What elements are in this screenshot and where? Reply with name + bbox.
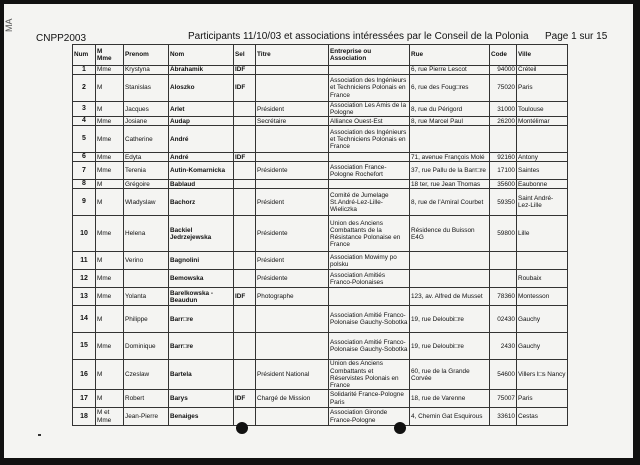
cell-nom: Bemowska: [169, 270, 234, 288]
cell-prenom: Wladyslaw: [124, 189, 169, 216]
cell-num: 5: [73, 126, 96, 153]
cell-titre: [256, 408, 329, 426]
cell-nom: Bartela: [169, 360, 234, 390]
cell-civ: M: [96, 306, 124, 333]
cell-prenom: Yolanta: [124, 288, 169, 306]
cell-rue: 6, rue des Foug□res: [410, 75, 490, 102]
cell-prenom: Verino: [124, 252, 169, 270]
cell-civ: Mme: [96, 117, 124, 126]
cell-num: 4: [73, 117, 96, 126]
cell-ville: Villers l□s Nancy: [517, 360, 568, 390]
cell-civ: Mme: [96, 126, 124, 153]
cell-sel: [234, 252, 256, 270]
cell-assoc: Association France-Pologne Rochefort: [329, 162, 410, 180]
cell-prenom: Philippe: [124, 306, 169, 333]
cell-civ: Mme: [96, 66, 124, 75]
cell-ville: Toulouse: [517, 102, 568, 117]
cell-titre: Secrétaire: [256, 117, 329, 126]
document-id: CNPP2003: [36, 33, 87, 44]
cell-rue: 8, rue du Périgord: [410, 102, 490, 117]
cell-ville: Gauchy: [517, 306, 568, 333]
cell-civ: M: [96, 189, 124, 216]
cell-rue: 18 ter, rue Jean Thomas: [410, 180, 490, 189]
cell-titre: [256, 153, 329, 162]
cell-titre: Présidente: [256, 162, 329, 180]
cell-prenom: [124, 270, 169, 288]
cell-assoc: Comité de Jumelage St.André-Lez-Lille-Wieliczka: [329, 189, 410, 216]
cell-civ: M et Mme: [96, 408, 124, 426]
cell-prenom: Czeslaw: [124, 360, 169, 390]
column-header: M Mme: [96, 45, 124, 66]
page-title: Participants 11/10/03 et associations intéressées par le Conseil de la Polonia: [188, 31, 529, 42]
cell-num: 12: [73, 270, 96, 288]
table-row: [73, 153, 568, 162]
cell-rue: 8, rue Marcel Paul: [410, 117, 490, 126]
cell-code: 31000: [490, 102, 517, 117]
table-row: [73, 390, 568, 408]
cell-nom: Barr□re: [169, 306, 234, 333]
cell-ville: Gauchy: [517, 333, 568, 360]
cell-titre: Président: [256, 102, 329, 117]
cell-nom: Audap: [169, 117, 234, 126]
cell-titre: Président: [256, 252, 329, 270]
cell-rue: Résidence du Buisson E4G: [410, 216, 490, 252]
cell-prenom: Catherine: [124, 126, 169, 153]
cell-code: 92160: [490, 153, 517, 162]
cell-assoc: Association Amitié Franco-Polonaise Gauchy-Sobotka: [329, 306, 410, 333]
table-row: [73, 126, 568, 153]
cell-ville: Saintes: [517, 162, 568, 180]
cell-ville: Cestas: [517, 408, 568, 426]
cell-code: 78360: [490, 288, 517, 306]
cell-nom: Barys: [169, 390, 234, 408]
cell-civ: M: [96, 360, 124, 390]
cell-prenom: Jean-Pierre: [124, 408, 169, 426]
cell-code: 2430: [490, 333, 517, 360]
cell-prenom: Josiane: [124, 117, 169, 126]
column-header: Prenom: [124, 45, 169, 66]
cell-rue: [410, 270, 490, 288]
cell-nom: Bagnolini: [169, 252, 234, 270]
cell-assoc: Association Mowimy po polsku: [329, 252, 410, 270]
table-row: [73, 117, 568, 126]
column-header: Code: [490, 45, 517, 66]
scan-speck: [38, 434, 41, 436]
cell-rue: 60, rue de la Grande Corvée: [410, 360, 490, 390]
cell-assoc: Solidarité France-Pologne Paris: [329, 390, 410, 408]
cell-sel: [234, 360, 256, 390]
cell-ville: Paris: [517, 75, 568, 102]
table-row: [73, 102, 568, 117]
cell-code: 17100: [490, 162, 517, 180]
cell-num: 14: [73, 306, 96, 333]
cell-num: 3: [73, 102, 96, 117]
cell-num: 15: [73, 333, 96, 360]
cell-sel: [234, 126, 256, 153]
cell-num: 6: [73, 153, 96, 162]
cell-num: 16: [73, 360, 96, 390]
cell-titre: Président: [256, 189, 329, 216]
table-row: [73, 75, 568, 102]
cell-nom: Arlet: [169, 102, 234, 117]
cell-nom: Bachorz: [169, 189, 234, 216]
cell-code: 59800: [490, 216, 517, 252]
cell-titre: [256, 75, 329, 102]
cell-sel: [234, 333, 256, 360]
cell-num: 1: [73, 66, 96, 75]
cell-code: [490, 270, 517, 288]
table-row: [73, 288, 568, 306]
cell-num: 17: [73, 390, 96, 408]
cell-rue: 8, rue de l'Amiral Courbet: [410, 189, 490, 216]
table-row: [73, 189, 568, 216]
cell-ville: Roubaix: [517, 270, 568, 288]
cell-sel: IDF: [234, 153, 256, 162]
cell-rue: 19, rue Deloubi□re: [410, 306, 490, 333]
cell-ville: Antony: [517, 153, 568, 162]
cell-civ: M: [96, 252, 124, 270]
table-row: [73, 252, 568, 270]
cell-sel: [234, 306, 256, 333]
cell-titre: Photographe: [256, 288, 329, 306]
cell-civ: Mme: [96, 162, 124, 180]
column-header: Num: [73, 45, 96, 66]
cell-sel: IDF: [234, 288, 256, 306]
cell-titre: [256, 180, 329, 189]
table-row: [73, 408, 568, 426]
participants-table: [72, 44, 568, 426]
cell-nom: Barr□re: [169, 333, 234, 360]
cell-sel: [234, 189, 256, 216]
cell-num: 8: [73, 180, 96, 189]
cell-titre: Président National: [256, 360, 329, 390]
cell-civ: M: [96, 102, 124, 117]
cell-titre: [256, 333, 329, 360]
cell-ville: Lille: [517, 216, 568, 252]
cell-assoc: Union des Anciens Combattants et Réservistes Polonais en France: [329, 360, 410, 390]
cell-prenom: Helena: [124, 216, 169, 252]
cell-ville: Créteil: [517, 66, 568, 75]
cell-assoc: [329, 288, 410, 306]
cell-sel: [234, 117, 256, 126]
cell-num: 18: [73, 408, 96, 426]
cell-code: [490, 252, 517, 270]
cell-assoc: Alliance Ouest-Est: [329, 117, 410, 126]
cell-nom: Barelkowska - Beaudun: [169, 288, 234, 306]
punch-hole: [236, 422, 248, 434]
cell-prenom: Stanislas: [124, 75, 169, 102]
cell-assoc: Association Amitié Franco-Polonaise Gauchy-Sobotka: [329, 333, 410, 360]
table-row: [73, 216, 568, 252]
cell-num: 13: [73, 288, 96, 306]
cell-sel: [234, 270, 256, 288]
punch-hole: [394, 422, 406, 434]
table-row: [73, 333, 568, 360]
cell-rue: 19, rue Deloubi□re: [410, 333, 490, 360]
cell-titre: [256, 126, 329, 153]
table-row: [73, 66, 568, 75]
cell-ville: Eaubonne: [517, 180, 568, 189]
cell-titre: Présidente: [256, 270, 329, 288]
cell-nom: Abrahamik: [169, 66, 234, 75]
cell-assoc: Association des Ingénieurs et Techniciens Polonais en France: [329, 75, 410, 102]
cell-assoc: [329, 153, 410, 162]
page-number: Page 1 sur 15: [545, 31, 608, 42]
cell-num: 2: [73, 75, 96, 102]
cell-rue: 4, Chemin Gat Esquirous: [410, 408, 490, 426]
cell-sel: [234, 162, 256, 180]
table-row: [73, 306, 568, 333]
cell-titre: [256, 66, 329, 75]
cell-rue: [410, 126, 490, 153]
table-header-row: [73, 45, 568, 66]
cell-assoc: Union des Anciens Combattants de la Résistance Polonaise en France: [329, 216, 410, 252]
cell-ville: [517, 252, 568, 270]
cell-code: 75007: [490, 390, 517, 408]
cell-titre: [256, 306, 329, 333]
cell-civ: Mme: [96, 270, 124, 288]
cell-assoc: Association Amitiés Franco-Polonaises: [329, 270, 410, 288]
cell-assoc: Association Gironde France-Pologne: [329, 408, 410, 426]
cell-ville: Montélimar: [517, 117, 568, 126]
cell-ville: [517, 126, 568, 153]
cell-nom: André: [169, 126, 234, 153]
cell-code: 59350: [490, 189, 517, 216]
cell-nom: Benaiges: [169, 408, 234, 426]
column-header: Nom: [169, 45, 234, 66]
cell-prenom: Dominique: [124, 333, 169, 360]
cell-num: 11: [73, 252, 96, 270]
cell-civ: Mme: [96, 153, 124, 162]
cell-nom: Backiel Jedrzejewska: [169, 216, 234, 252]
cell-ville: Montesson: [517, 288, 568, 306]
cell-num: 9: [73, 189, 96, 216]
cell-civ: Mme: [96, 288, 124, 306]
cell-code: 02430: [490, 306, 517, 333]
cell-rue: 18, rue de Varenne: [410, 390, 490, 408]
cell-sel: IDF: [234, 390, 256, 408]
cell-civ: M: [96, 390, 124, 408]
cell-code: 75020: [490, 75, 517, 102]
column-header: Rue: [410, 45, 490, 66]
cell-num: 7: [73, 162, 96, 180]
cell-code: 54600: [490, 360, 517, 390]
cell-rue: 123, av. Alfred de Musset: [410, 288, 490, 306]
cell-code: 94000: [490, 66, 517, 75]
table-row: [73, 270, 568, 288]
cell-ville: Saint André- Lez-Lille: [517, 189, 568, 216]
cell-nom: André: [169, 153, 234, 162]
column-header: Entreprise ou Association: [329, 45, 410, 66]
cell-num: 10: [73, 216, 96, 252]
column-header: Titre: [256, 45, 329, 66]
cell-civ: M: [96, 75, 124, 102]
cell-code: 26200: [490, 117, 517, 126]
cell-assoc: [329, 66, 410, 75]
cell-sel: [234, 216, 256, 252]
table-row: [73, 360, 568, 390]
cell-code: 35600: [490, 180, 517, 189]
cell-prenom: Edyta: [124, 153, 169, 162]
cell-nom: Aloszko: [169, 75, 234, 102]
cell-assoc: Association des Ingénieurs et Techniciens Polonais en France: [329, 126, 410, 153]
cell-sel: [234, 102, 256, 117]
cell-assoc: [329, 180, 410, 189]
cell-prenom: Grégoire: [124, 180, 169, 189]
cell-civ: Mme: [96, 333, 124, 360]
cell-civ: Mme: [96, 216, 124, 252]
cell-sel: IDF: [234, 75, 256, 102]
cell-titre: Chargé de Mission: [256, 390, 329, 408]
cell-code: [490, 126, 517, 153]
cell-sel: [234, 180, 256, 189]
column-header: Sel: [234, 45, 256, 66]
cell-prenom: Jacques: [124, 102, 169, 117]
cell-rue: 71, avenue François Molé: [410, 153, 490, 162]
cell-prenom: Krystyna: [124, 66, 169, 75]
cell-civ: M: [96, 180, 124, 189]
cell-rue: 37, rue Pallu de la Barr□re: [410, 162, 490, 180]
cell-rue: [410, 252, 490, 270]
column-header: Ville: [517, 45, 568, 66]
cell-nom: Autin-Komarnicka: [169, 162, 234, 180]
cell-rue: 6, rue Pierre Lescot: [410, 66, 490, 75]
cell-code: 33610: [490, 408, 517, 426]
corner-mark: MA: [4, 18, 14, 32]
table-row: [73, 162, 568, 180]
cell-nom: Bablaud: [169, 180, 234, 189]
cell-sel: IDF: [234, 66, 256, 75]
table-row: [73, 180, 568, 189]
cell-titre: Présidente: [256, 216, 329, 252]
cell-ville: Paris: [517, 390, 568, 408]
cell-prenom: Robert: [124, 390, 169, 408]
cell-assoc: Association Les Amis de la Pologne: [329, 102, 410, 117]
cell-prenom: Terenia: [124, 162, 169, 180]
